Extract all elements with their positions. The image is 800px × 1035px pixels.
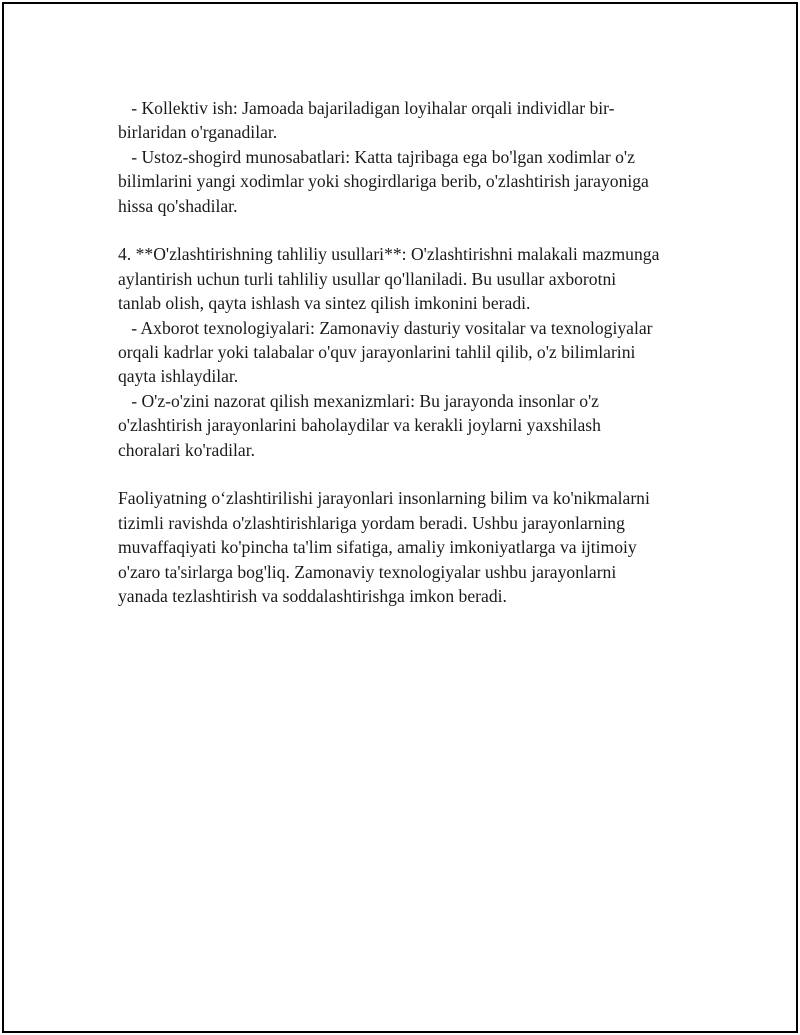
paragraph-collaborative-learning — [118, 96, 718, 218]
text-line: - O'z-o'zini nazorat qilish mexanizmlari: Bu jarayonda insonlar o'z — [118, 390, 599, 411]
text-line: qayta ishlaydilar. — [118, 366, 239, 387]
paragraph-analytical-methods — [118, 242, 718, 462]
text-line: o'zlashtirish jarayonlarini baholaydilar va kerakli joylarni yaxshilash — [118, 415, 601, 436]
text-line: aylantirish uchun turli tahliliy usullar qo'llaniladi. Bu usullar axborotni — [118, 268, 617, 289]
paragraph-gap — [118, 218, 718, 242]
text-line: - Ustoz-shogird munosabatlari: Katta tajribaga ega bo'lgan xodimlar o'z — [118, 146, 635, 167]
text-line: - Kollektiv ish: Jamoada bajariladigan loyihalar orqali individlar bir- — [118, 98, 615, 118]
paragraph-gap — [118, 462, 718, 486]
page-frame — [2, 2, 798, 1033]
text-line: tizimli ravishda o'zlashtirishlariga yordam beradi. Ushbu jarayonlarning — [118, 512, 625, 533]
text-line: bilimlarini yangi xodimlar yoki shogirdlariga berib, o'zlashtirish jarayoniga — [118, 171, 649, 192]
text-line: yanada tezlashtirish va soddalashtirishga imkon beradi. — [118, 586, 507, 607]
text-line: - Axborot texnologiyalari: Zamonaviy dasturiy vositalar va texnologiyalar — [118, 317, 653, 338]
text-line: Faoliyatning o‘zlashtirilishi jarayonlari insonlarning bilim va ko'nikmalarni — [118, 488, 650, 509]
text-line: 4. **O'zlashtirishning tahliliy usullari**: O'zlashtirishni malakali mazmunga — [118, 244, 660, 265]
text-line: birlaridan o'rganadilar. — [118, 122, 278, 143]
document-body — [118, 96, 718, 609]
text-line: muvaffaqiyati ko'pincha ta'lim sifatiga, amaliy imkoniyatlarga va ijtimoiy — [118, 537, 637, 558]
text-line: hissa qo'shadilar. — [118, 195, 238, 216]
paragraph-conclusion — [118, 486, 718, 608]
text-line: choralari ko'radilar. — [118, 439, 256, 460]
text-line: o'zaro ta'sirlarga bog'liq. Zamonaviy texnologiyalar ushbu jarayonlarni — [118, 561, 617, 582]
text-line: tanlab olish, qayta ishlash va sintez qilish imkonini beradi. — [118, 293, 531, 314]
text-line: orqali kadrlar yoki talabalar o'quv jarayonlarini tahlil qilib, o'z bilimlarini — [118, 342, 636, 363]
